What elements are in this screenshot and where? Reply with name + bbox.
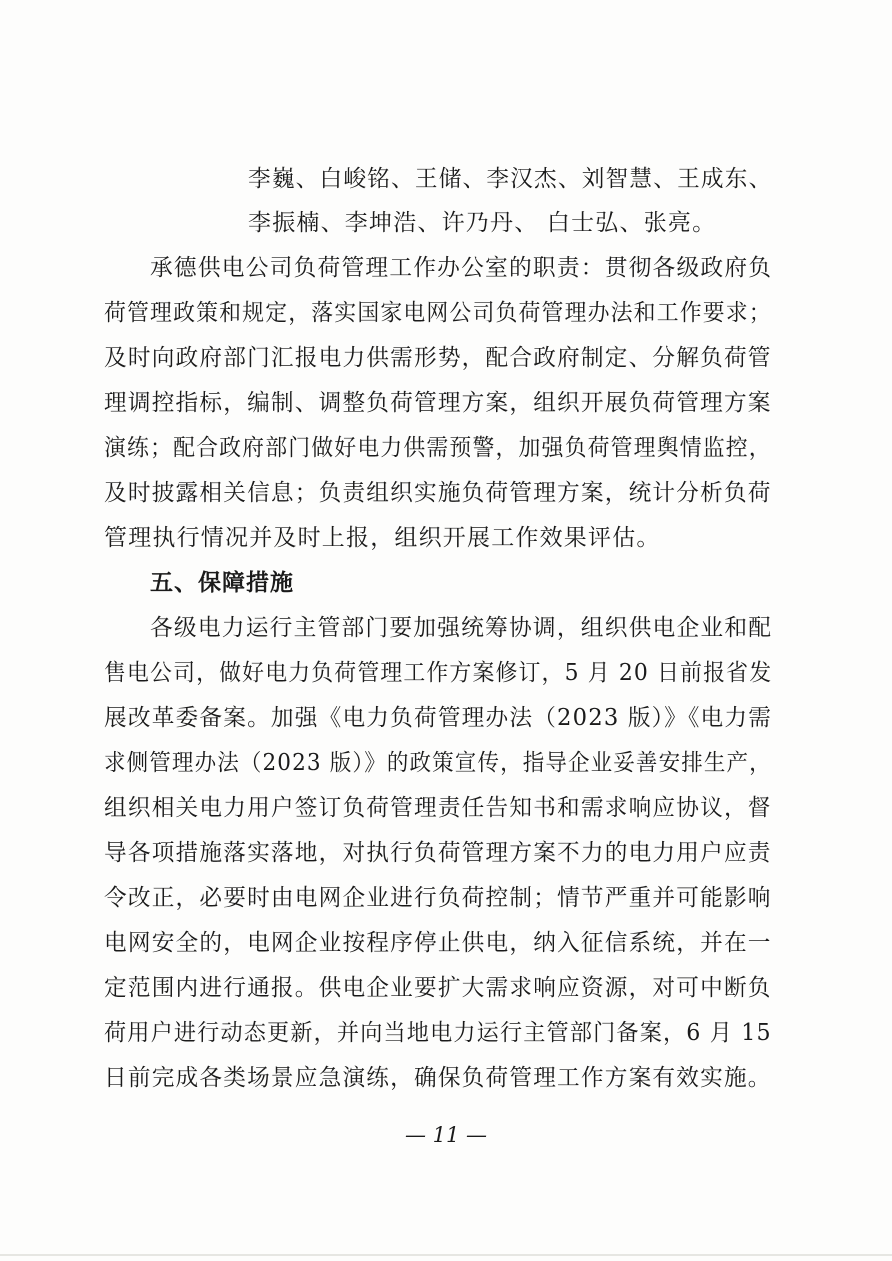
bottom-divider: [0, 1254, 892, 1256]
page-number: — 11 —: [404, 1123, 488, 1147]
section-line-1: 各级电力运行主管部门要加强统筹协调，组织供电企业和配: [150, 615, 773, 641]
section-heading: 五、保障措施: [150, 570, 294, 596]
duty-line-4: 理调控指标，编制、调整负荷管理方案，组织开展负荷管理方案: [104, 390, 772, 416]
section-line-9: 定范围内进行通报。供电企业要扩大需求响应资源，对可中断负: [104, 975, 772, 1001]
duty-line-7: 管理执行情况并及时上报，组织开展工作效果评估。: [104, 525, 661, 551]
duty-line-6: 及时披露相关信息；负责组织实施负荷管理方案，统计分析负荷: [104, 480, 772, 506]
section-line-4: 求侧管理办法（2023 版）》的政策宣传，指导企业妥善安排生产，: [104, 750, 772, 776]
section-line-6: 导各项措施落实落地，对执行负荷管理方案不力的电力用户应责: [104, 840, 772, 866]
duty-line-5: 演练；配合政府部门做好电力供需预警，加强负荷管理舆情监控，: [104, 435, 772, 461]
section-line-3: 展改革委备案。加强《电力负荷管理办法（2023 版）》《电力需: [104, 705, 773, 731]
section-line-7: 令改正，必要时由电网企业进行负荷控制；情节严重并可能影响: [104, 885, 772, 911]
names-line-1: 李巍、白峻铭、王储、李汉杰、刘智慧、王成东、: [248, 166, 773, 192]
section-line-5: 组织相关电力用户签订负荷管理责任告知书和需求响应协议，督: [104, 795, 772, 821]
section-line-2: 售电公司，做好电力负荷管理工作方案修订，5 月 20 日前报省发: [104, 660, 773, 686]
names-line-2: 李振楠、李坤浩、许乃丹、 白士弘、张亮。: [248, 210, 717, 236]
duty-line-1: 承德供电公司负荷管理工作办公室的职责：贯彻各级政府负: [150, 255, 773, 281]
section-line-11: 日前完成各类场景应急演练，确保负荷管理工作方案有效实施。: [104, 1065, 772, 1091]
section-line-8: 电网安全的，电网企业按程序停止供电，纳入征信系统，并在一: [104, 930, 772, 956]
section-line-10: 荷用户进行动态更新，并向当地电力运行主管部门备案，6 月 15: [104, 1020, 772, 1046]
duty-line-2: 荷管理政策和规定，落实国家电网公司负荷管理办法和工作要求；: [104, 300, 772, 326]
duty-line-3: 及时向政府部门汇报电力供需形势，配合政府制定、分解负荷管: [104, 345, 772, 371]
